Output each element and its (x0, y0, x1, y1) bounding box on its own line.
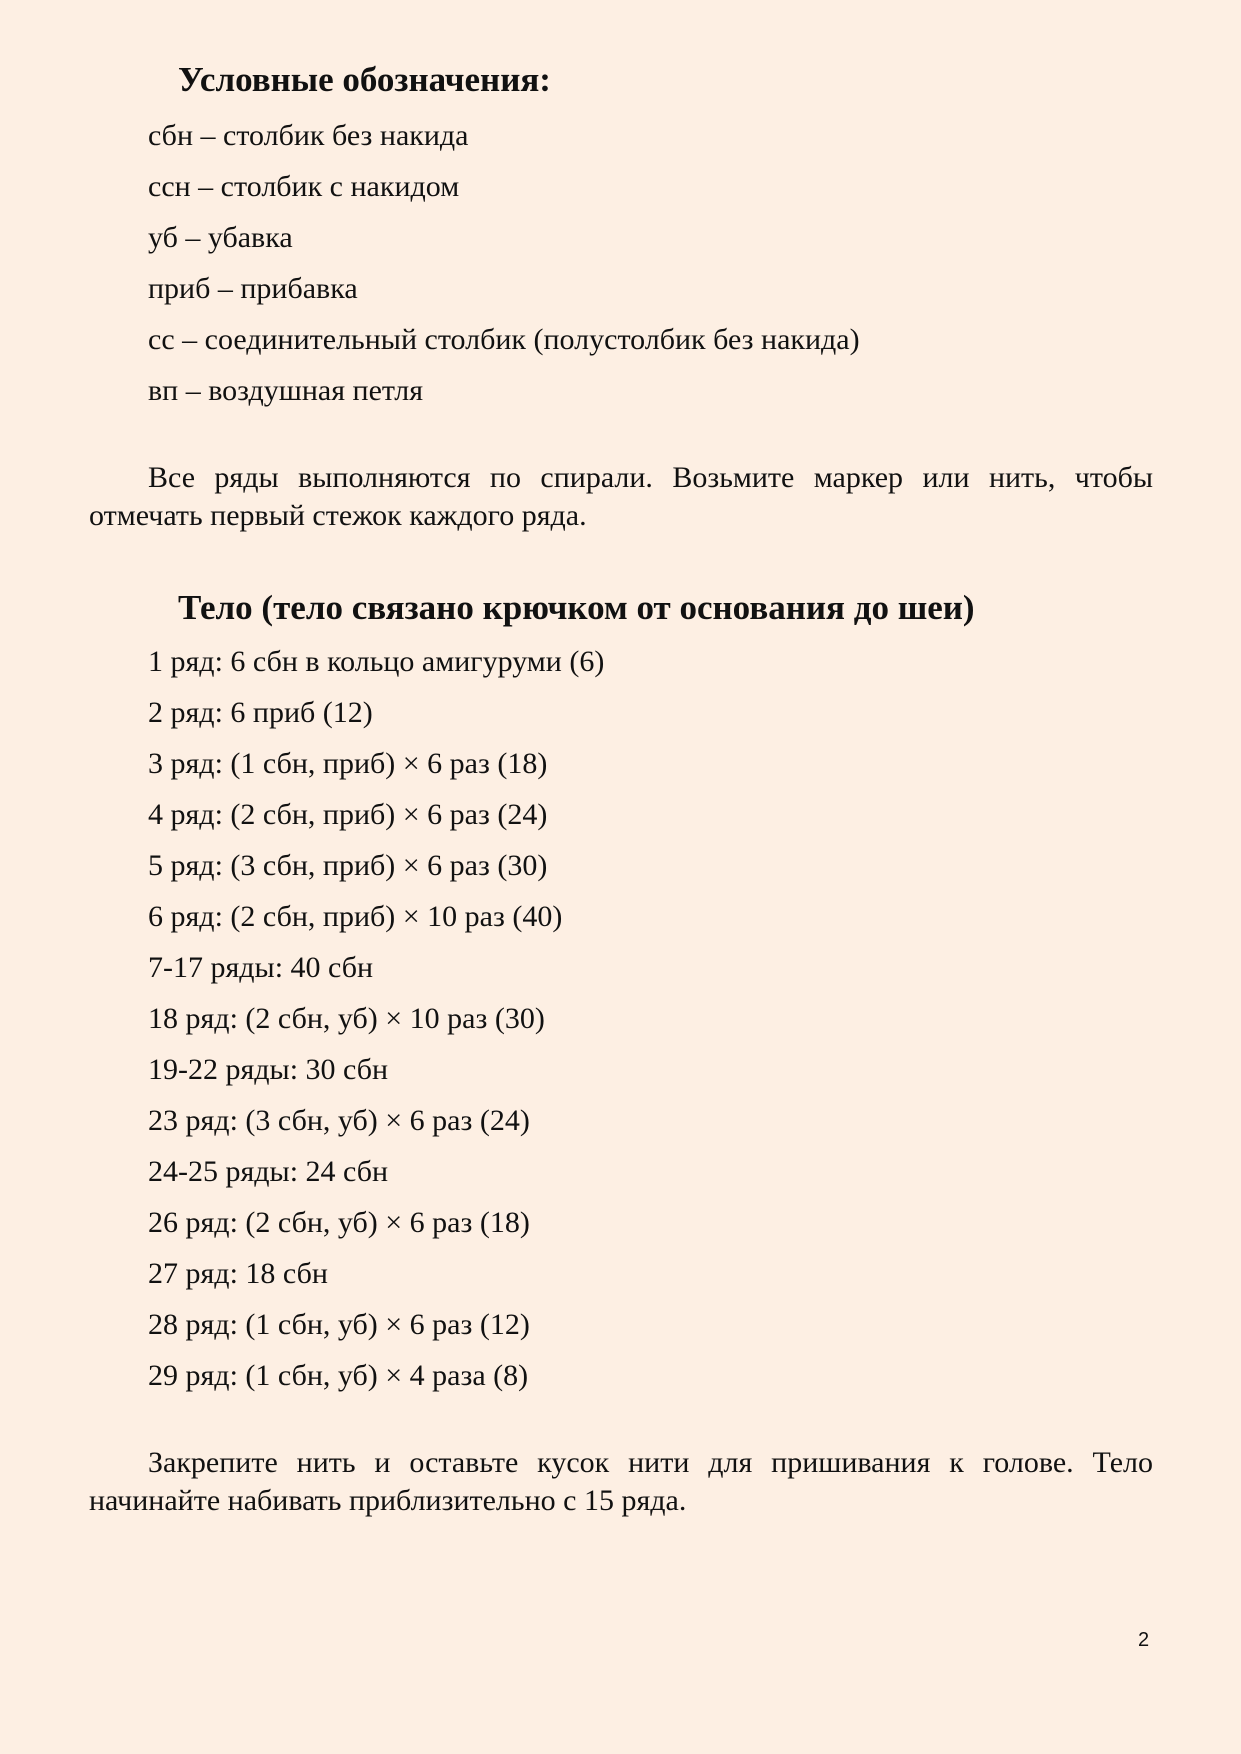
legend-item: ссн – столбик с накидом (148, 170, 460, 203)
pattern-row: 5 ряд: (3 сбн, приб) × 6 раз (30) (148, 849, 548, 882)
pattern-row: 23 ряд: (3 сбн, уб) × 6 раз (24) (148, 1104, 530, 1137)
pattern-row: 1 ряд: 6 сбн в кольцо амигуруми (6) (148, 645, 605, 678)
body-section-heading: Тело (тело связано крючком от основания до шеи) (178, 588, 975, 627)
pattern-row: 6 ряд: (2 сбн, приб) × 10 раз (40) (148, 900, 563, 933)
legend-heading: Условные обозначения: (178, 60, 551, 99)
pattern-row: 29 ряд: (1 сбн, уб) × 4 раза (8) (148, 1359, 529, 1392)
legend-item: уб – убавка (148, 221, 293, 254)
legend-item: сбн – столбик без накида (148, 119, 469, 152)
pattern-row: 26 ряд: (2 сбн, уб) × 6 раз (18) (148, 1206, 530, 1239)
page-number: 2 (1138, 1629, 1150, 1651)
pattern-row: 3 ряд: (1 сбн, приб) × 6 раз (18) (148, 747, 548, 780)
closing-paragraph: Закрепите нить и оставьте кусок нити для пришивания к голове. Тело начинайте набивать приблизительно с 15 ряда. (89, 1446, 1153, 1517)
pattern-row: 19-22 ряды: 30 сбн (148, 1053, 389, 1086)
body-rows-list (148, 636, 604, 1401)
legend-list (148, 110, 860, 416)
intro-paragraph: Все ряды выполняются по спирали. Возьмите маркер или нить, чтобы отмечать первый стежок каждого ряда. (89, 461, 1153, 532)
legend-item: вп – воздушная петля (148, 374, 424, 407)
legend-item: сс – соединительный столбик (полустолбик без накида) (148, 323, 860, 356)
legend-item: приб – прибавка (148, 272, 358, 305)
pattern-row: 18 ряд: (2 сбн, уб) × 10 раз (30) (148, 1002, 545, 1035)
pattern-row: 7-17 ряды: 40 сбн (148, 951, 374, 984)
pattern-row: 24-25 ряды: 24 сбн (148, 1155, 389, 1188)
pattern-row: 27 ряд: 18 сбн (148, 1257, 328, 1290)
pattern-row: 28 ряд: (1 сбн, уб) × 6 раз (12) (148, 1308, 530, 1341)
pattern-row: 2 ряд: 6 приб (12) (148, 696, 373, 729)
pattern-row: 4 ряд: (2 сбн, приб) × 6 раз (24) (148, 798, 548, 831)
